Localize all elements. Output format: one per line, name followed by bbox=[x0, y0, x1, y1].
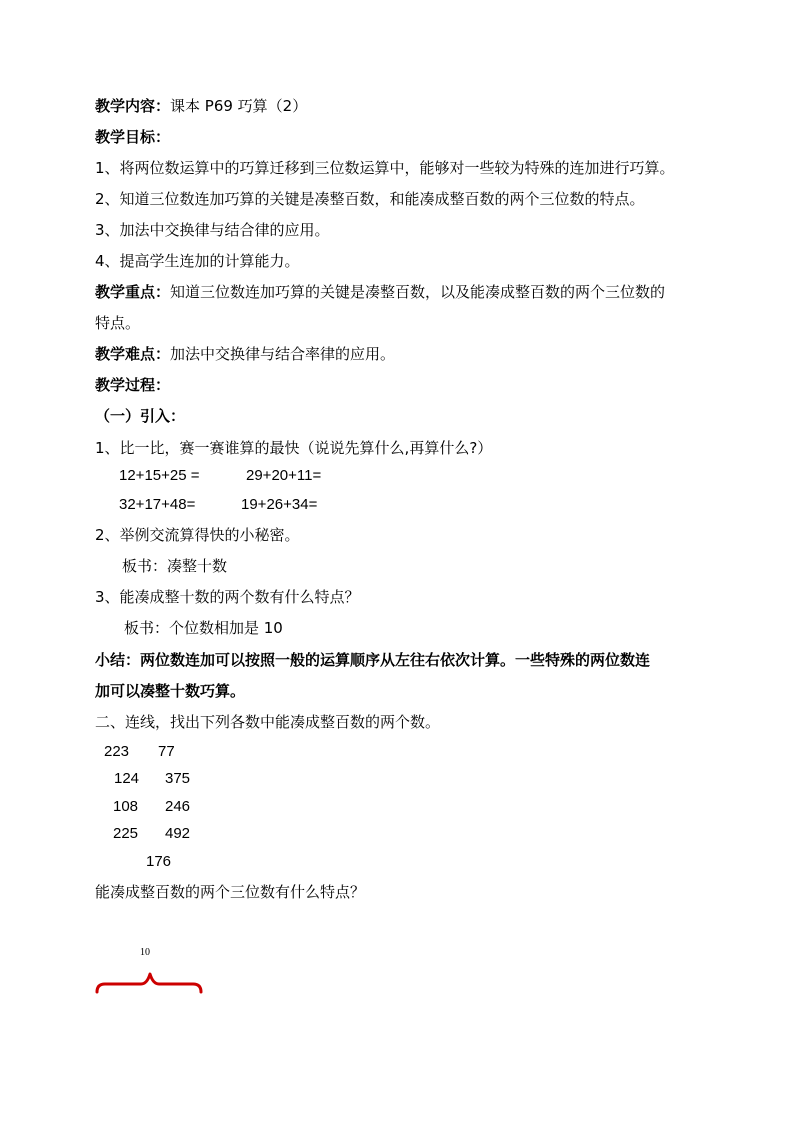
objectives-heading: 教学目标： bbox=[95, 128, 171, 146]
difficulty-line bbox=[95, 344, 395, 364]
difficulty-text: 加法中交换律与结合率律的应用。 bbox=[170, 345, 396, 363]
objective-item-3: 3、加法中交换律与结合律的应用。 bbox=[95, 221, 330, 239]
question-3: 3、能凑成整十数的两个数有什么特点？ bbox=[95, 588, 360, 606]
objective-item-1: 1、将两位数运算中的巧算迁移到三位数运算中，能够对一些较为特殊的连加进行巧算。 bbox=[95, 159, 675, 177]
number-176: 176 bbox=[146, 853, 172, 870]
red-brace-icon bbox=[95, 970, 205, 1000]
key-point-continuation: 特点。 bbox=[95, 314, 141, 332]
expression-1: 12+15+25 = bbox=[119, 467, 200, 484]
objective-item-2: 2、知道三位数连加巧算的关键是凑整百数，和能凑成整百数的两个三位数的特点。 bbox=[95, 190, 645, 208]
key-point-text: 知道三位数连加巧算的关键是凑整百数，以及能凑成整百数的两个三位数的 bbox=[170, 283, 666, 301]
question-2: 2、举例交流算得快的小秘密。 bbox=[95, 526, 300, 544]
board-note-1: 板书：凑整十数 bbox=[122, 557, 228, 575]
number-108: 108 bbox=[113, 798, 139, 815]
number-77: 77 bbox=[158, 743, 175, 760]
brace-label: 10 bbox=[140, 947, 150, 958]
final-question: 能凑成整百数的两个三位数有什么特点？ bbox=[95, 883, 366, 901]
section2-title: 二、连线，找出下列各数中能凑成整百数的两个数。 bbox=[95, 713, 441, 731]
expression-3: 32+17+48= bbox=[119, 496, 196, 513]
objective-item-4: 4、提高学生连加的计算能力。 bbox=[95, 252, 300, 270]
content-text: 课本 P69 巧算（2） bbox=[170, 97, 308, 115]
number-492: 492 bbox=[165, 825, 191, 842]
expression-4: 19+26+34= bbox=[241, 496, 318, 513]
content-label: 教学内容： bbox=[95, 97, 171, 115]
process-heading: 教学过程： bbox=[95, 376, 171, 394]
key-point-line bbox=[95, 282, 665, 302]
content-line bbox=[95, 96, 307, 116]
number-124: 124 bbox=[114, 770, 140, 787]
section1-title: （一）引入： bbox=[95, 407, 186, 425]
number-223: 223 bbox=[104, 743, 130, 760]
expression-2: 29+20+11= bbox=[246, 467, 322, 484]
summary-line-1: 小结：两位数连加可以按照一般的运算顺序从左往右依次计算。一些特殊的两位数连 bbox=[95, 651, 651, 669]
number-225: 225 bbox=[113, 825, 139, 842]
number-375: 375 bbox=[165, 770, 191, 787]
board-note-2: 板书：个位数相加是 10 bbox=[124, 619, 283, 637]
question-1: 1、比一比，赛一赛谁算的最快（说说先算什么,再算什么?） bbox=[95, 439, 493, 457]
summary-line-2: 加可以凑整十数巧算。 bbox=[95, 682, 246, 700]
key-point-label: 教学重点： bbox=[95, 283, 171, 301]
difficulty-label: 教学难点： bbox=[95, 345, 171, 363]
number-246: 246 bbox=[165, 798, 191, 815]
